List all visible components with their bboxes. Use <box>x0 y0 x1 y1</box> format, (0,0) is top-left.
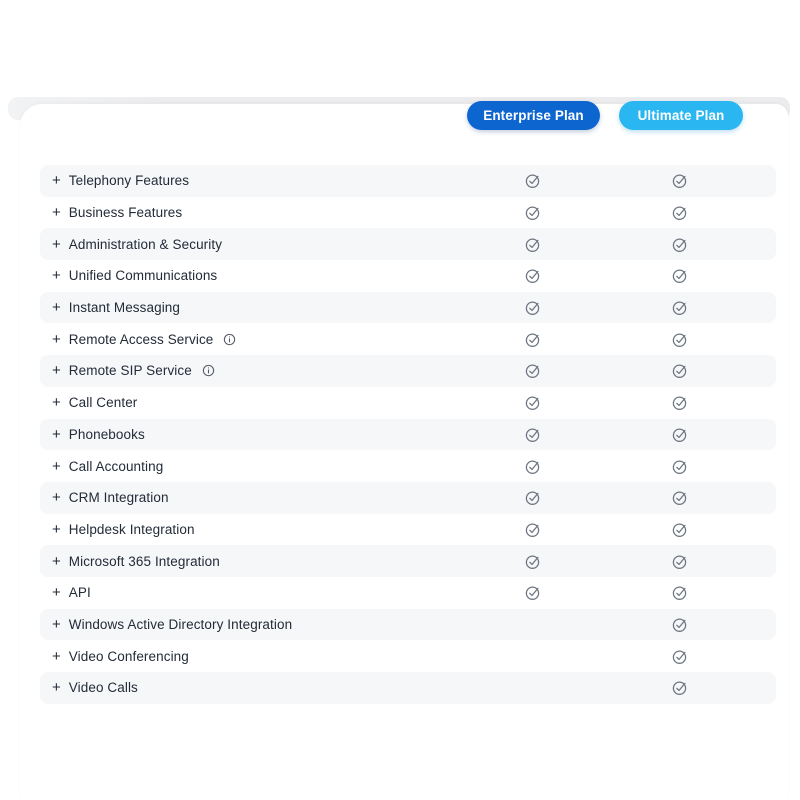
check-circle-icon <box>524 299 541 316</box>
check-circle-icon <box>671 172 688 189</box>
feature-row-label <box>52 355 215 387</box>
ultimate-plan-cell <box>659 355 699 387</box>
feature-label: Remote Access Service <box>68 331 214 347</box>
check-circle-icon <box>671 299 688 316</box>
check-circle-icon <box>524 394 541 411</box>
enterprise-plan-cell <box>512 450 552 482</box>
feature-table <box>40 165 776 704</box>
feature-row <box>40 419 776 451</box>
expand-plus-icon[interactable]: + <box>52 615 61 633</box>
check-circle-icon <box>524 584 541 601</box>
check-circle-icon <box>671 679 688 696</box>
check-circle-icon <box>524 362 541 379</box>
ultimate-plan-cell <box>659 228 699 260</box>
feature-row-label <box>52 197 182 229</box>
expand-plus-icon[interactable]: + <box>52 330 61 348</box>
feature-row-label <box>52 387 137 419</box>
ultimate-plan-cell <box>659 514 699 546</box>
feature-row-label <box>52 450 163 482</box>
ultimate-plan-cell <box>659 450 699 482</box>
enterprise-plan-cell <box>512 482 552 514</box>
check-circle-icon <box>671 458 688 475</box>
feature-row <box>40 323 776 355</box>
ultimate-plan-cell <box>659 482 699 514</box>
feature-row <box>40 260 776 292</box>
check-circle-icon <box>671 521 688 538</box>
ultimate-plan-cell <box>659 577 699 609</box>
expand-plus-icon[interactable]: + <box>52 299 61 317</box>
feature-label: API <box>68 585 91 601</box>
feature-row <box>40 197 776 229</box>
ultimate-plan-cell <box>659 545 699 577</box>
check-circle-icon <box>671 331 688 348</box>
check-circle-icon <box>671 426 688 443</box>
check-circle-icon <box>671 394 688 411</box>
enterprise-plan-cell <box>512 228 552 260</box>
feature-label: Administration & Security <box>68 236 223 252</box>
feature-row-label <box>52 165 189 197</box>
expand-plus-icon[interactable]: + <box>52 520 61 538</box>
enterprise-plan-cell <box>512 545 552 577</box>
check-circle-icon <box>524 236 541 253</box>
expand-plus-icon[interactable]: + <box>52 584 61 602</box>
expand-plus-icon[interactable]: + <box>52 425 61 443</box>
check-circle-icon <box>671 584 688 601</box>
check-circle-icon <box>671 553 688 570</box>
expand-plus-icon[interactable]: + <box>52 489 61 507</box>
feature-label: Call Accounting <box>68 458 164 474</box>
ultimate-plan-cell <box>659 292 699 324</box>
feature-row-label <box>52 577 91 609</box>
feature-label: Unified Communications <box>68 268 218 284</box>
expand-plus-icon[interactable]: + <box>52 679 61 697</box>
expand-plus-icon[interactable]: + <box>52 647 61 665</box>
feature-label: Video Conferencing <box>68 648 189 664</box>
feature-row <box>40 577 776 609</box>
enterprise-plan-cell <box>512 260 552 292</box>
enterprise-plan-cell <box>512 514 552 546</box>
check-circle-icon <box>524 489 541 506</box>
feature-row <box>40 387 776 419</box>
enterprise-plan-cell <box>512 323 552 355</box>
feature-row <box>40 609 776 641</box>
check-circle-icon <box>671 204 688 221</box>
info-icon[interactable] <box>223 333 236 346</box>
feature-row-label <box>52 260 217 292</box>
check-circle-icon <box>524 426 541 443</box>
expand-plus-icon[interactable]: + <box>52 457 61 475</box>
enterprise-plan-cell <box>512 672 552 704</box>
feature-row <box>40 482 776 514</box>
feature-row-label <box>52 640 189 672</box>
check-circle-icon <box>671 489 688 506</box>
feature-row <box>40 165 776 197</box>
check-circle-icon <box>671 267 688 284</box>
check-circle-icon <box>671 648 688 665</box>
enterprise-plan-cell <box>512 387 552 419</box>
feature-label: Windows Active Directory Integration <box>68 616 293 632</box>
ultimate-plan-cell <box>659 419 699 451</box>
enterprise-plan-cell <box>512 292 552 324</box>
ultimate-plan-cell <box>659 165 699 197</box>
enterprise-plan-cell <box>512 640 552 672</box>
feature-label: Call Center <box>68 395 138 411</box>
feature-row <box>40 640 776 672</box>
feature-label: Video Calls <box>68 680 138 696</box>
info-icon[interactable] <box>202 364 215 377</box>
check-circle-icon <box>524 521 541 538</box>
feature-label: Telephony Features <box>68 173 190 189</box>
feature-row-label <box>52 672 138 704</box>
feature-label: Business Features <box>68 205 183 221</box>
feature-label: Microsoft 365 Integration <box>68 553 220 569</box>
ultimate-plan-cell <box>659 323 699 355</box>
expand-plus-icon[interactable]: + <box>52 362 61 380</box>
feature-row-label <box>52 228 222 260</box>
enterprise-plan-cell <box>512 197 552 229</box>
ultimate-plan-cell <box>659 197 699 229</box>
check-circle-icon <box>524 172 541 189</box>
ultimate-plan-button[interactable]: Ultimate Plan <box>619 101 743 130</box>
check-circle-icon <box>671 362 688 379</box>
feature-row <box>40 672 776 704</box>
feature-row-label <box>52 482 169 514</box>
ultimate-plan-cell <box>659 609 699 641</box>
feature-label: Phonebooks <box>68 426 145 442</box>
check-circle-icon <box>671 616 688 633</box>
feature-row <box>40 355 776 387</box>
expand-plus-icon[interactable]: + <box>52 172 61 190</box>
check-circle-icon <box>524 267 541 284</box>
check-circle-icon <box>524 553 541 570</box>
ultimate-plan-cell <box>659 260 699 292</box>
feature-row <box>40 450 776 482</box>
ultimate-plan-cell <box>659 672 699 704</box>
feature-row-label <box>52 609 292 641</box>
feature-row-label <box>52 514 195 546</box>
feature-row <box>40 228 776 260</box>
check-circle-icon <box>671 236 688 253</box>
expand-plus-icon[interactable]: + <box>52 235 61 253</box>
expand-plus-icon[interactable]: + <box>52 394 61 412</box>
feature-row-label <box>52 419 145 451</box>
check-circle-icon <box>524 331 541 348</box>
ultimate-plan-cell <box>659 640 699 672</box>
feature-row <box>40 514 776 546</box>
enterprise-plan-cell <box>512 419 552 451</box>
ultimate-plan-cell <box>659 387 699 419</box>
feature-label: Instant Messaging <box>68 300 181 316</box>
expand-plus-icon[interactable]: + <box>52 552 61 570</box>
feature-row-label <box>52 545 220 577</box>
enterprise-plan-button[interactable]: Enterprise Plan <box>467 101 600 130</box>
expand-plus-icon[interactable]: + <box>52 204 61 222</box>
check-circle-icon <box>524 204 541 221</box>
expand-plus-icon[interactable]: + <box>52 267 61 285</box>
enterprise-plan-cell <box>512 165 552 197</box>
feature-label: Remote SIP Service <box>68 363 192 379</box>
feature-row <box>40 545 776 577</box>
feature-label: CRM Integration <box>68 490 169 506</box>
enterprise-plan-cell <box>512 355 552 387</box>
enterprise-plan-cell <box>512 577 552 609</box>
feature-label: Helpdesk Integration <box>68 521 195 537</box>
feature-row-label <box>52 323 236 355</box>
enterprise-plan-cell <box>512 609 552 641</box>
feature-row-label <box>52 292 180 324</box>
feature-row <box>40 292 776 324</box>
check-circle-icon <box>524 458 541 475</box>
